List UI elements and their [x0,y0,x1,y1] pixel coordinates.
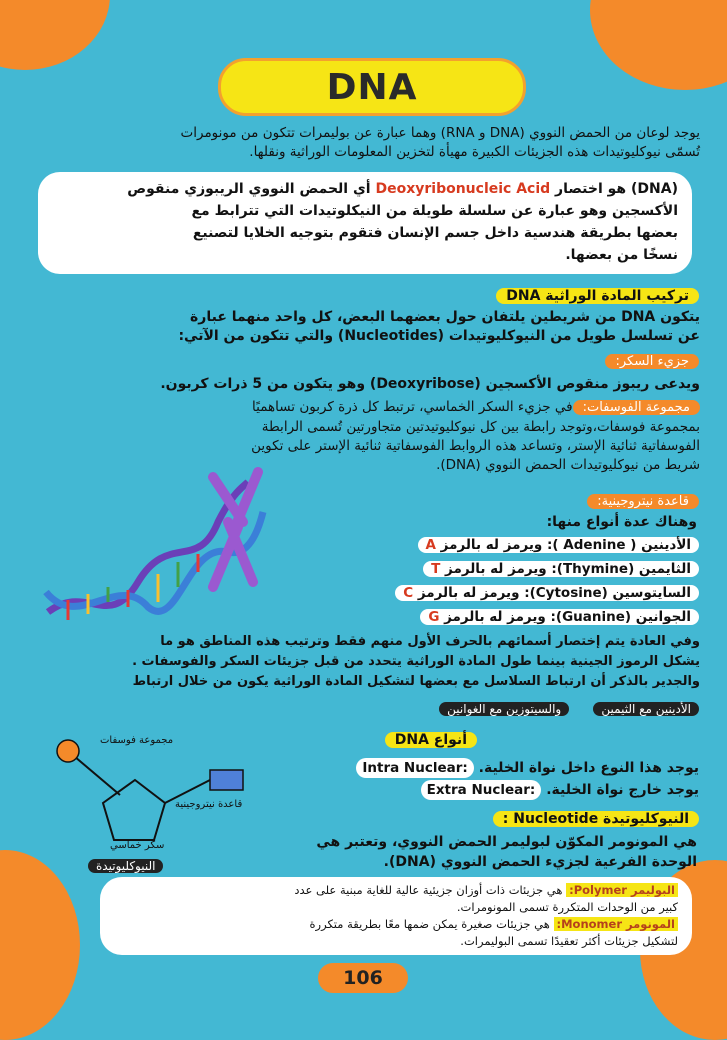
definition-card [38,172,692,274]
base-tag: قاعدة نيتروجينية: [587,494,699,509]
type-extra-label: Extra Nuclear: [421,780,542,800]
helix-strand-a [48,482,248,612]
intro-line-1: يوجد لوعان من الحمض النووي (DNA و RNA) وهما عبارة عن بوليمرات تتكون من مونومرات [180,125,700,141]
decor-blob-top-left [0,0,110,70]
decor-blob-bottom-left [0,850,80,1040]
base-intro: وهناك عدة أنواع منها: [546,514,697,530]
diagram-label-sugar: سكر خماسي [110,840,165,851]
glossary-card [100,877,692,955]
phosphate-line-2: بمجموعة فوسفات،وتوجد رابطة بين كل نيوكليوتيدتين متجاورتين تُسمى الرابطة [261,419,700,435]
base-tag-wrap [587,490,699,512]
base-row-adenine [418,534,699,556]
intro-paragraph [40,124,700,162]
glossary-monomer-line-1: المونومر Monomer: هي جزيئات صغيرة يمكن ضمها معًا بطريقة متكررة [114,916,678,933]
definition-line-4: نسخًا من بعضها. [565,247,678,263]
composition-heading-wrap [496,285,699,307]
nucleotide-heading: النيوكليوتيدة Nucleotide : [493,811,699,827]
nucleotide-definition [257,832,697,872]
monomer-term: المونومر Monomer: [554,917,679,931]
symbol-t: T [431,561,441,577]
composition-line-2: عن تسلسل طويل من النيوكليوتيدات (Nucleotides) والتي تتكون من الآتي: [178,328,700,344]
intro-line-2: تُسمّى نيوكليوتيدات هذه الجزيئات الكبيرة مهيأة لتخزين المعلومات الوراثية ونقلها. [249,144,700,160]
glossary-polymer-line-1: البوليمر Polymer: هي جزيئات ذات أوزان جزيئية عالية للغاية مبنية على عدد [114,882,678,899]
page-number: 106 [343,967,383,989]
symbol-g: G [428,609,440,625]
phosphate-line-4: شريط من نيوكليوتيدات الحمض النووي (DNA). [436,457,700,473]
base-row-guanine-box: الجوانين (Guanine): ويرمز له بالرمز G [420,609,699,625]
phosphate-line-1: مجموعة الفوسفات:في جزيء السكر الخماسي، ترتبط كل ذرة كربون تساهميًا [40,398,700,418]
sugar-text: ويدعى ريبوز منقوص الأكسجين (Deoxyribose) وهو يتكون من 5 ذرات كربون. [160,376,700,392]
page-title: DNA [326,66,418,108]
glossary-monomer-line-2: لتشكيل جزيئات أكثر تعقيدًا تسمى البوليمرات. [460,934,678,948]
definition-line-2: الأكسجين وهو عبارة عن سلسلة طويلة من النيكلوتيدات التي تترابط مع [191,203,678,219]
diagram-name-tag-wrap [88,855,163,875]
polymer-term: البوليمر Polymer: [566,883,678,897]
nucleotide-line-2: الوحدة الفرعية لجزيء الحمض النووي (DNA). [383,854,697,870]
phosphate-tag: مجموعة الفوسفات: [573,400,700,415]
nucleotide-line-1: هي المونومر المكوّن لبوليمر الحمض النووي، وتعتبر هي [316,834,697,850]
diagram-label-base: قاعدة نيتروجينية [175,799,243,810]
symbol-c: C [403,585,414,601]
glossary-polymer-line-2: كبير من الوحدات المتكررة تسمى المونومرات. [456,900,678,914]
symbol-a: A [425,537,436,553]
base-rectangle [210,770,243,790]
explanation-line-1: وفي العادة يتم إختصار أسمائهم بالحرف الأول منهم فقط وترتيب هذه المناطق هو ما [160,634,700,649]
phosphate-circle [57,740,79,762]
pair-tag-cytosine-guanine: والسيتوزين مع الغوانين [439,702,569,716]
definition-line-3: بعضها بطريقة هندسية داخل جسم الإنسان فتقوم بتوجيه الخلايا لتصنيع [192,225,678,241]
composition-line-1: يتكون DNA من شريطين يلتفان حول بعضهما البعض، كل واحد منهما عبارة [190,309,700,325]
base-row-thymine-box: الثايمين (Thymine): ويرمز له بالرمز T [423,561,699,577]
page-title-pill [218,58,526,116]
explanation-line-3: والجدير بالذكر أن ارتباط السلاسل مع بعضها لتشكيل المادة الوراثية يكون من خلال ارتباط [132,674,700,689]
base-row-guanine [420,606,699,628]
sugar-tag-wrap [605,350,699,372]
type-extra-text: يوجد خارج نواة الخلية. [546,782,699,798]
pair-tags [439,698,699,718]
composition-heading: تركيب المادة الوراثية DNA [496,288,699,304]
definition-term: Deoxyribonucleic Acid [375,181,551,197]
type-intra-row [356,758,699,778]
type-extra-row [421,780,699,800]
page-number-badge [318,963,408,993]
explanation-line-2: يشكل الرموز الجينية بينما طول المادة الوراثية يتحدد من قبل جزيئات السكر والفوسفات . [132,654,700,669]
base-row-cytosine-box: السايتوسين (Cytosine): ويرمز له بالرمز C [395,585,699,601]
composition-intro [40,308,700,346]
diagram-name-tag: النيوكليوتيدة [88,859,163,873]
pair-tag-adenine-thymine: الأدينين مع الثيمين [593,702,699,716]
dna-helix-illustration [28,462,288,637]
types-heading: أنواع DNA [385,732,477,748]
type-intra-text: يوجد هذا النوع داخل نواة الخلية. [478,760,699,776]
explanation-paragraph [40,632,700,692]
base-row-adenine-box: الأدينين ( Adenine ): ويرمز له بالرمز A [418,537,699,553]
phosphate-line-3: الفوسفاتية ثنائية الإستر، وتساعد هذه الروابط الفوسفاتية ثنائية الإستر على تكوين [251,438,700,454]
base-row-thymine [423,558,699,580]
definition-line-1: (DNA) هو اختصار Deoxyribonucleic Acid أي الحمض النووي الريبوزي منقوص [127,181,678,197]
nucleotide-heading-wrap [493,808,699,830]
types-heading-wrap [385,729,477,751]
base-row-cytosine [395,582,699,604]
sugar-tag: جزيء السكر: [605,354,699,369]
diagram-label-phosphate: مجموعة فوسفات [100,735,174,746]
type-intra-label: Intra Nuclear: [356,758,473,778]
decor-blob-top-right [590,0,727,90]
